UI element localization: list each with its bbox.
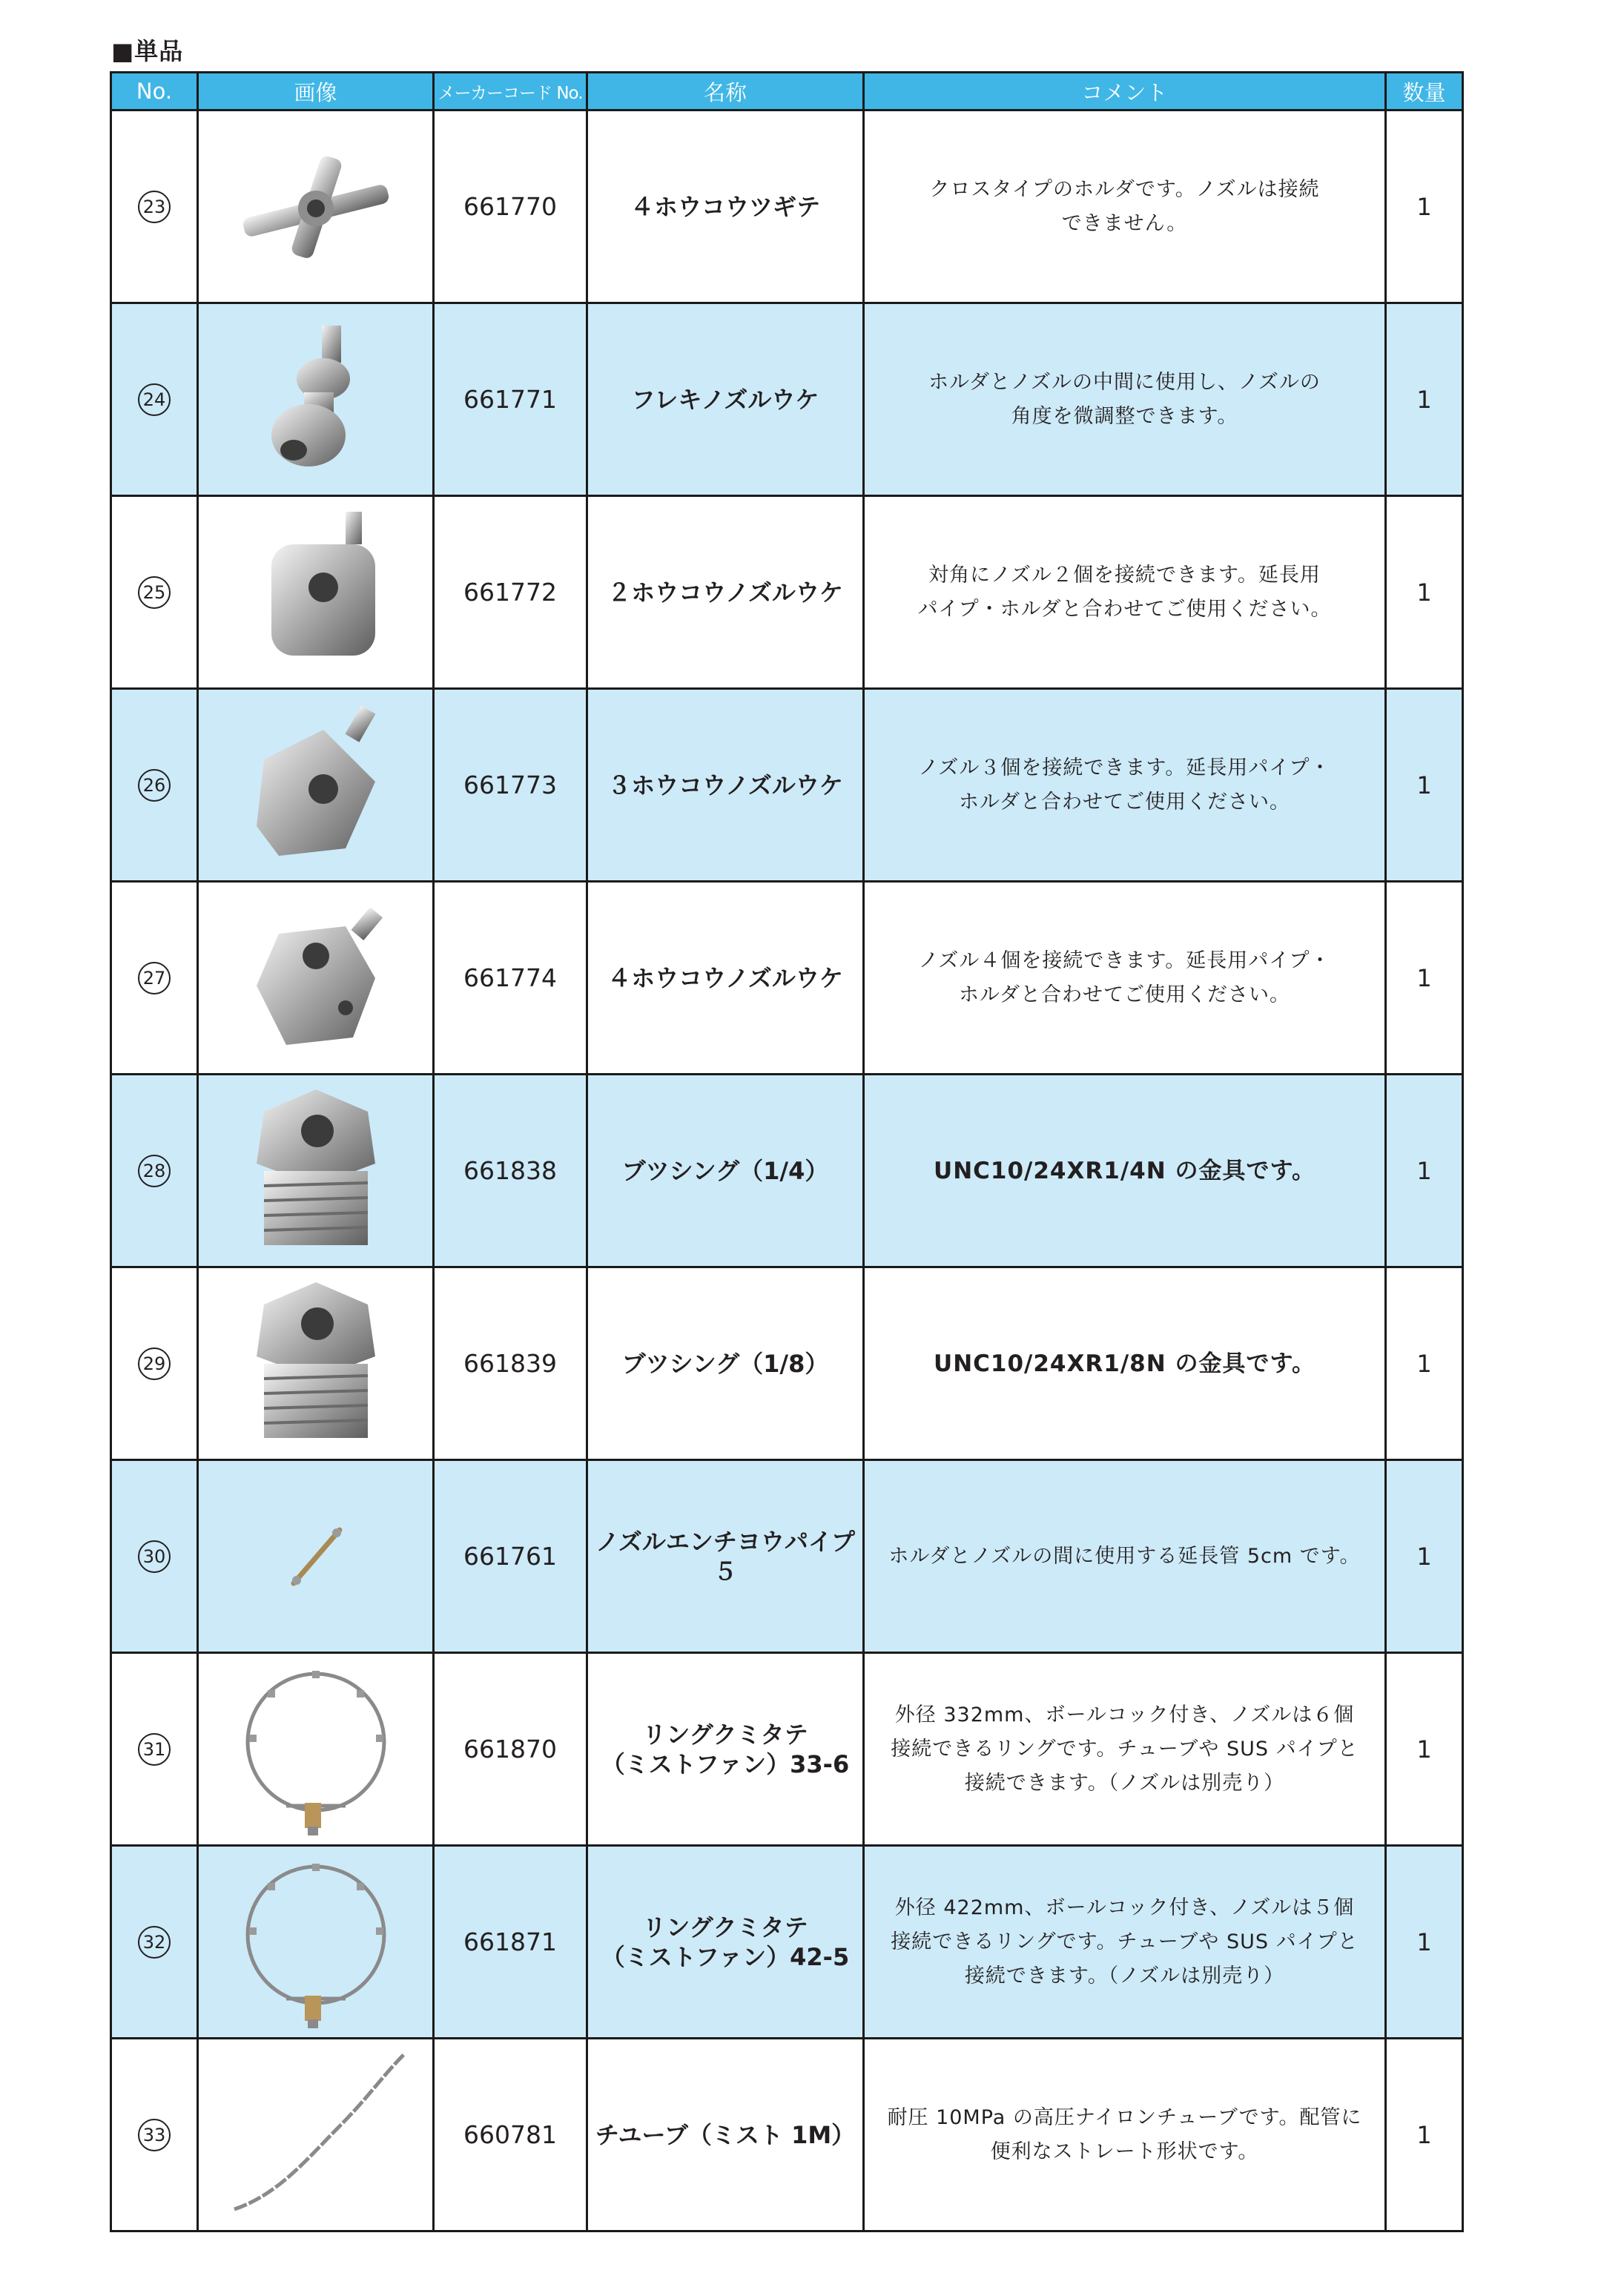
maker-code: 661838 bbox=[434, 1075, 587, 1267]
product-name: ブツシング（1/4） bbox=[587, 1075, 864, 1267]
product-name: フレキノズルウケ bbox=[587, 303, 864, 496]
maker-code: 661771 bbox=[434, 303, 587, 496]
cross-fitting-icon bbox=[199, 148, 432, 266]
maker-code: 661774 bbox=[434, 882, 587, 1075]
nylon-tube-icon bbox=[199, 2046, 432, 2224]
row-number-value: 29 bbox=[138, 1347, 171, 1380]
ring-assembly-icon bbox=[199, 1853, 432, 2031]
product-name: ノズルエンチヨウパイプ５ bbox=[587, 1460, 864, 1653]
product-image bbox=[198, 1267, 434, 1460]
maker-code: 661871 bbox=[434, 1846, 587, 2039]
product-comment: UNC10/24XR1/4N の金具です。 bbox=[864, 1075, 1386, 1267]
swivel-joint-icon bbox=[199, 318, 432, 481]
product-image bbox=[198, 1075, 434, 1267]
quantity: 1 bbox=[1386, 496, 1463, 689]
row-number bbox=[111, 303, 198, 496]
header-qty: 数量 bbox=[1386, 73, 1463, 110]
row-number bbox=[111, 496, 198, 689]
row-number-value: 30 bbox=[138, 1540, 171, 1573]
quantity: 1 bbox=[1386, 303, 1463, 496]
row-number bbox=[111, 2039, 198, 2231]
product-comment: UNC10/24XR1/8N の金具です。 bbox=[864, 1267, 1386, 1460]
product-comment: 外径 332mm、ボールコック付き、ノズルは６個 接続できるリングです。チューブや SUS パイプと 接続できます。（ノズルは別売り） bbox=[864, 1653, 1386, 1846]
product-image bbox=[198, 303, 434, 496]
quantity: 1 bbox=[1386, 1653, 1463, 1846]
table-row bbox=[111, 1267, 1463, 1460]
row-number-value: 31 bbox=[138, 1733, 171, 1766]
product-name: ブツシング（1/8） bbox=[587, 1267, 864, 1460]
product-comment: クロスタイプのホルダです。ノズルは接続 できません。 bbox=[864, 110, 1386, 303]
quantity: 1 bbox=[1386, 1075, 1463, 1267]
product-name: リングクミタテ （ミストファン）42-5 bbox=[587, 1846, 864, 2039]
row-number-value: 33 bbox=[138, 2119, 171, 2151]
table-row bbox=[111, 2039, 1463, 2231]
product-comment: ホルダとノズルの中間に使用し、ノズルの 角度を微調整できます。 bbox=[864, 303, 1386, 496]
quantity: 1 bbox=[1386, 2039, 1463, 2231]
product-comment: 耐圧 10MPa の高圧ナイロンチューブです。配管に 便利なストレート形状です。 bbox=[864, 2039, 1386, 2231]
row-number bbox=[111, 1075, 198, 1267]
product-image bbox=[198, 689, 434, 882]
maker-code: 661773 bbox=[434, 689, 587, 882]
header-no: No. bbox=[111, 73, 198, 110]
maker-code: 661772 bbox=[434, 496, 587, 689]
quantity: 1 bbox=[1386, 882, 1463, 1075]
quantity: 1 bbox=[1386, 1460, 1463, 1653]
product-comment: 対角にノズル２個を接続できます。延長用 パイプ・ホルダと合わせてご使用ください。 bbox=[864, 496, 1386, 689]
row-number-value: 24 bbox=[138, 383, 171, 416]
product-name: チユーブ（ミスト 1M） bbox=[587, 2039, 864, 2231]
two-way-holder-icon bbox=[199, 507, 432, 678]
row-number-value: 28 bbox=[138, 1155, 171, 1187]
product-name: ２ホウコウノズルウケ bbox=[587, 496, 864, 689]
product-name: ４ホウコウツギテ bbox=[587, 110, 864, 303]
row-number bbox=[111, 1267, 198, 1460]
table-row bbox=[111, 1846, 1463, 2039]
table-row bbox=[111, 1075, 1463, 1267]
product-table bbox=[110, 71, 1464, 2232]
extension-pipe-icon bbox=[199, 1512, 432, 1601]
product-image bbox=[198, 496, 434, 689]
table-header-row bbox=[111, 73, 1463, 110]
bushing-icon bbox=[199, 1275, 432, 1453]
maker-code: 661839 bbox=[434, 1267, 587, 1460]
header-name: 名称 bbox=[587, 73, 864, 110]
quantity: 1 bbox=[1386, 1846, 1463, 2039]
section-title: ■単品 bbox=[111, 37, 184, 65]
row-number-value: 32 bbox=[138, 1926, 171, 1959]
row-number-value: 27 bbox=[138, 962, 171, 994]
maker-code: 661870 bbox=[434, 1653, 587, 1846]
table-row bbox=[111, 496, 1463, 689]
row-number bbox=[111, 1846, 198, 2039]
table-row bbox=[111, 303, 1463, 496]
table-row bbox=[111, 1460, 1463, 1653]
row-number-value: 23 bbox=[138, 191, 171, 223]
product-image bbox=[198, 882, 434, 1075]
maker-code: 661761 bbox=[434, 1460, 587, 1653]
product-comment: ノズル４個を接続できます。延長用パイプ・ ホルダと合わせてご使用ください。 bbox=[864, 882, 1386, 1075]
row-number bbox=[111, 1653, 198, 1846]
product-image bbox=[198, 1460, 434, 1653]
table-row bbox=[111, 882, 1463, 1075]
quantity: 1 bbox=[1386, 110, 1463, 303]
header-comment: コメント bbox=[864, 73, 1386, 110]
product-name: リングクミタテ （ミストファン）33-6 bbox=[587, 1653, 864, 1846]
table-row bbox=[111, 689, 1463, 882]
product-image bbox=[198, 110, 434, 303]
product-comment: ノズル３個を接続できます。延長用パイプ・ ホルダと合わせてご使用ください。 bbox=[864, 689, 1386, 882]
ring-assembly-icon bbox=[199, 1660, 432, 1838]
product-comment: ホルダとノズルの間に使用する延長管 5cm です。 bbox=[864, 1460, 1386, 1653]
product-image bbox=[198, 2039, 434, 2231]
maker-code: 661770 bbox=[434, 110, 587, 303]
row-number-value: 26 bbox=[138, 769, 171, 802]
quantity: 1 bbox=[1386, 689, 1463, 882]
bushing-icon bbox=[199, 1082, 432, 1260]
row-number bbox=[111, 110, 198, 303]
header-maker-code: メーカーコード No. bbox=[434, 73, 587, 110]
row-number bbox=[111, 689, 198, 882]
four-way-holder-icon bbox=[199, 897, 432, 1060]
product-image bbox=[198, 1653, 434, 1846]
quantity: 1 bbox=[1386, 1267, 1463, 1460]
product-comment: 外径 422mm、ボールコック付き、ノズルは５個 接続できるリングです。チューブや SUS パイプと 接続できます。（ノズルは別売り） bbox=[864, 1846, 1386, 2039]
maker-code: 660781 bbox=[434, 2039, 587, 2231]
row-number-value: 25 bbox=[138, 576, 171, 609]
product-name: ４ホウコウノズルウケ bbox=[587, 882, 864, 1075]
product-image bbox=[198, 1846, 434, 2039]
table-row bbox=[111, 110, 1463, 303]
product-name: ３ホウコウノズルウケ bbox=[587, 689, 864, 882]
row-number bbox=[111, 1460, 198, 1653]
header-image: 画像 bbox=[198, 73, 434, 110]
row-number bbox=[111, 882, 198, 1075]
three-way-holder-icon bbox=[199, 700, 432, 871]
table-row bbox=[111, 1653, 1463, 1846]
